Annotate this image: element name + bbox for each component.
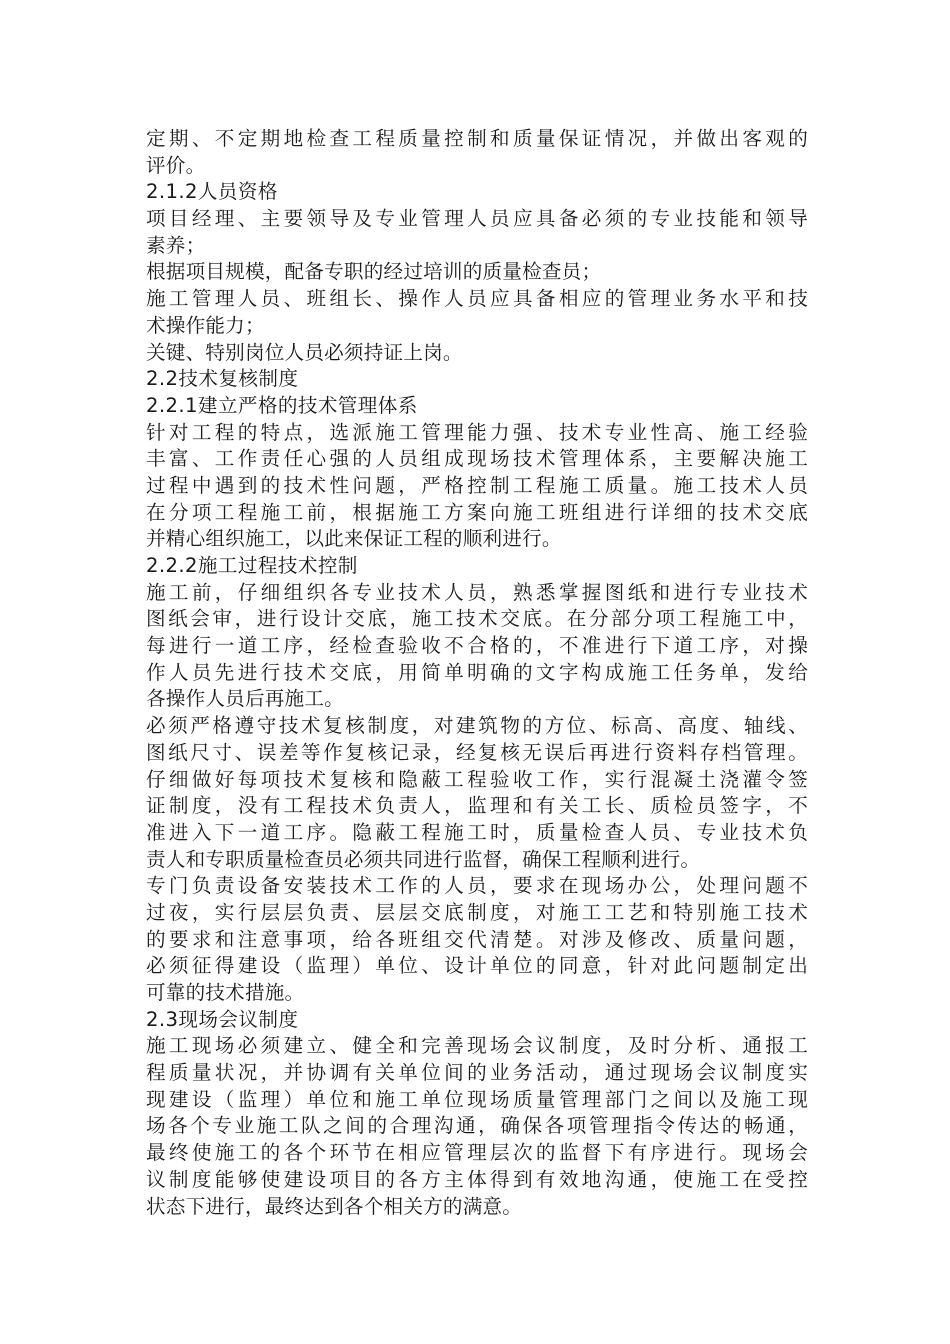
section-heading-line: 2.2.2施工过程技术控制 <box>146 554 358 577</box>
paragraph-line: 专门负责设备安装技术工作的人员，要求在现场办公，处理问题不 <box>146 874 808 898</box>
paragraph-line: 各操作人员后再施工。 <box>146 687 344 711</box>
paragraph-line: 证制度，没有工程技术负责人，监理和有关工长、质检员签字，不 <box>146 794 808 818</box>
paragraph-line: 术操作能力； <box>146 313 265 337</box>
paragraph-line: 关键、特别岗位人员必须持证上岗。 <box>146 340 463 364</box>
paragraph-line: 程质量状况，并协调有关单位间的业务活动，通过现场会议制度实 <box>146 1061 808 1085</box>
paragraph-line: 必须严格遵守技术复核制度，对建筑物的方位、标高、高度、轴线、 <box>146 714 808 738</box>
paragraph-line: 在分项工程施工前，根据施工方案向施工班组进行详细的技术交底 <box>146 500 808 524</box>
paragraph-line: 丰富、工作责任心强的人员组成现场技术管理体系，主要解决施工 <box>146 447 808 471</box>
paragraph-line: 仔细做好每项技术复核和隐蔽工程验收工作，实行混凝土浇灌令签 <box>146 767 808 791</box>
paragraph-line: 作人员先进行技术交底，用简单明确的文字构成施工任务单，发给 <box>146 660 808 684</box>
section-heading-line: 2.2.1建立严格的技术管理体系 <box>146 393 418 417</box>
paragraph-line: 并精心组织施工，以此来保证工程的顺利进行。 <box>146 527 562 551</box>
paragraph-line: 施工管理人员、班组长、操作人员应具备相应的管理业务水平和技 <box>146 287 808 311</box>
paragraph-line: 责人和专职质量检查员必须共同进行监督，确保工程顺利进行。 <box>146 847 701 871</box>
paragraph-line: 过程中遇到的技术性问题，严格控制工程施工质量。施工技术人员 <box>146 473 808 497</box>
paragraph-line: 的要求和注意事项，给各班组交代清楚。对涉及修改、质量问题， <box>146 927 808 951</box>
section-heading-line: 2.1.2人员资格 <box>146 180 278 204</box>
paragraph-line: 状态下进行，最终达到各个相关方的满意。 <box>146 1194 523 1218</box>
paragraph-line: 现建设（监理）单位和施工单位现场质量管理部门之间以及施工现 <box>146 1087 808 1111</box>
paragraph-line: 过夜，实行层层负责、层层交底制度，对施工工艺和特别施工技术 <box>146 900 808 924</box>
paragraph-line: 素养； <box>146 233 206 257</box>
paragraph-line: 施工前，仔细组织各专业技术人员，熟悉掌握图纸和进行专业技术 <box>146 580 808 604</box>
paragraph-line: 场各个专业施工队之间的合理沟通，确保各项管理指令传达的畅通， <box>146 1114 808 1138</box>
paragraph-line: 每进行一道工序，经检查验收不合格的，不准进行下道工序，对操 <box>146 634 808 658</box>
paragraph-line: 可靠的技术措施。 <box>146 981 305 1004</box>
paragraph-line: 议制度能够使建设项目的各方主体得到有效地沟通，使施工在受控 <box>146 1167 808 1191</box>
paragraph-line: 施工现场必须建立、健全和完善现场会议制度，及时分析、通报工 <box>146 1034 808 1058</box>
paragraph-line: 针对工程的特点，选派施工管理能力强、技术专业性高、施工经验 <box>146 420 808 444</box>
paragraph-line: 必须征得建设（监理）单位、设计单位的同意，针对此问题制定出 <box>146 954 808 978</box>
paragraph-line: 准进入下一道工序。隐蔽工程施工时，质量检查人员、专业技术负 <box>146 820 808 844</box>
paragraph-line: 图纸尺寸、误差等作复核记录，经复核无误后再进行资料存档管理。 <box>146 740 808 764</box>
paragraph-line: 最终使施工的各个环节在相应管理层次的监督下有序进行。现场会 <box>146 1141 808 1165</box>
section-heading-line: 2.2技术复核制度 <box>146 367 299 391</box>
document-page <box>146 126 808 1220</box>
section-heading-line: 2.3现场会议制度 <box>146 1007 299 1031</box>
paragraph-line: 根据项目规模，配备专职的经过培训的质量检查员； <box>146 260 602 284</box>
paragraph-line: 项目经理、主要领导及专业管理人员应具备必须的专业技能和领导 <box>146 207 808 231</box>
paragraph-line: 评价。 <box>146 153 206 177</box>
paragraph-line: 图纸会审，进行设计交底，施工技术交底。在分部分项工程施工中， <box>146 607 808 631</box>
paragraph-line: 定期、不定期地检查工程质量控制和质量保证情况，并做出客观的 <box>146 127 808 150</box>
